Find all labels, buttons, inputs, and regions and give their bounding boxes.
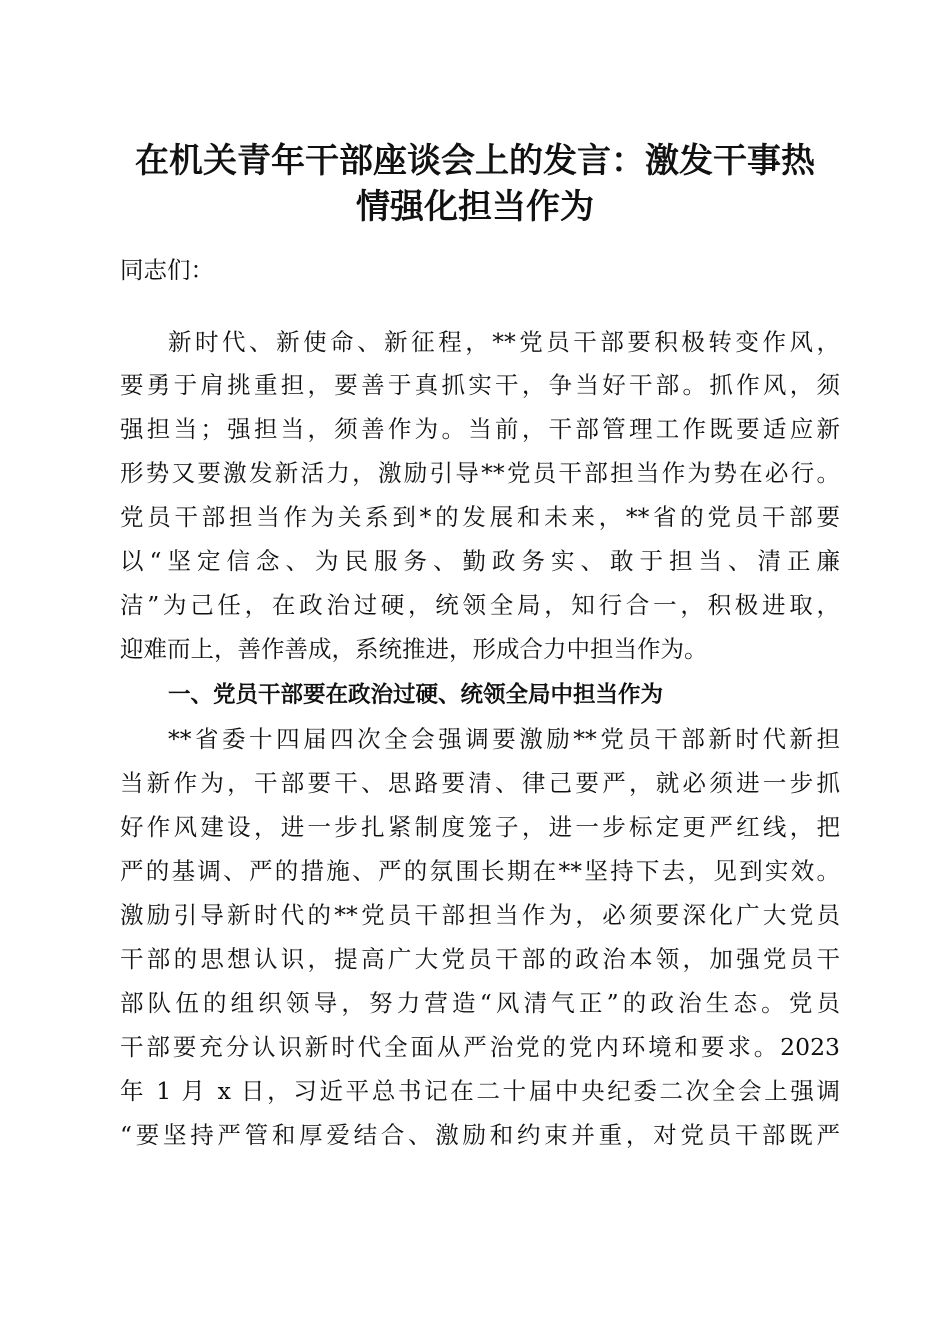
paragraph-2-line: 干部的思想认识，提高广大党员干部的政治本领，加强党员干: [120, 945, 840, 973]
paragraph-2-line: “要坚持严管和厚爱结合、激励和约束并重，对党员干部既严: [120, 1121, 840, 1149]
paragraph-2-line: 好作风建设，进一步扎紧制度笼子，进一步标定更严红线，把: [120, 813, 840, 841]
paragraph-1-line: 要勇于肩挑重担，要善于真抓实干，争当好干部。抓作风，须: [120, 371, 840, 399]
paragraph-2-line: 年 1 月 x 日，习近平总书记在二十届中央纪委二次全会上强调: [120, 1077, 840, 1105]
paragraph-2-line: 激励引导新时代的**党员干部担当作为，必须要深化广大党员: [120, 901, 840, 929]
paragraph-1-line: 迎难而上，善作善成，系统推进，形成合力中担当作为。: [120, 635, 708, 663]
paragraph-2-line: 干部要充分认识新时代全面从严治党的党内环境和要求。2023: [120, 1033, 840, 1061]
paragraph-1-line: 以“坚定信念、为民服务、勤政务实、敢于担当、清正廉: [120, 547, 840, 575]
paragraph-2-line: 严的基调、严的措施、严的氛围长期在**坚持下去，见到实效。: [120, 857, 840, 885]
paragraph-2-line: 当新作为，干部要干、思路要清、律己要严，就必须进一步抓: [120, 769, 840, 797]
paragraph-1-line: 形势又要激发新活力，激励引导**党员干部担当作为势在必行。: [120, 459, 840, 487]
document-title-line-2: 情强化担当作为: [356, 187, 594, 227]
paragraph-1-line: 新时代、新使命、新征程，**党员干部要积极转变作风，: [168, 328, 840, 356]
section-heading-1: 一、党员干部要在政治过硬、统领全局中担当作为: [168, 682, 664, 708]
paragraph-1-line: 洁”为己任，在政治过硬，统领全局，知行合一，积极进取，: [120, 591, 840, 619]
paragraph-2-line: 部队伍的组织领导，努力营造“风清气正”的政治生态。党员: [120, 989, 840, 1017]
document-title-line-1: 在机关青年干部座谈会上的发言：激发干事热: [135, 141, 815, 181]
paragraph-2-line: **省委十四届四次全会强调要激励**党员干部新时代新担: [168, 725, 840, 753]
paragraph-1-line: 强担当；强担当，须善作为。当前，干部管理工作既要适应新: [120, 415, 840, 443]
paragraph-1-line: 党员干部担当作为关系到*的发展和未来，**省的党员干部要: [120, 503, 840, 531]
salutation: 同志们：: [120, 256, 214, 284]
